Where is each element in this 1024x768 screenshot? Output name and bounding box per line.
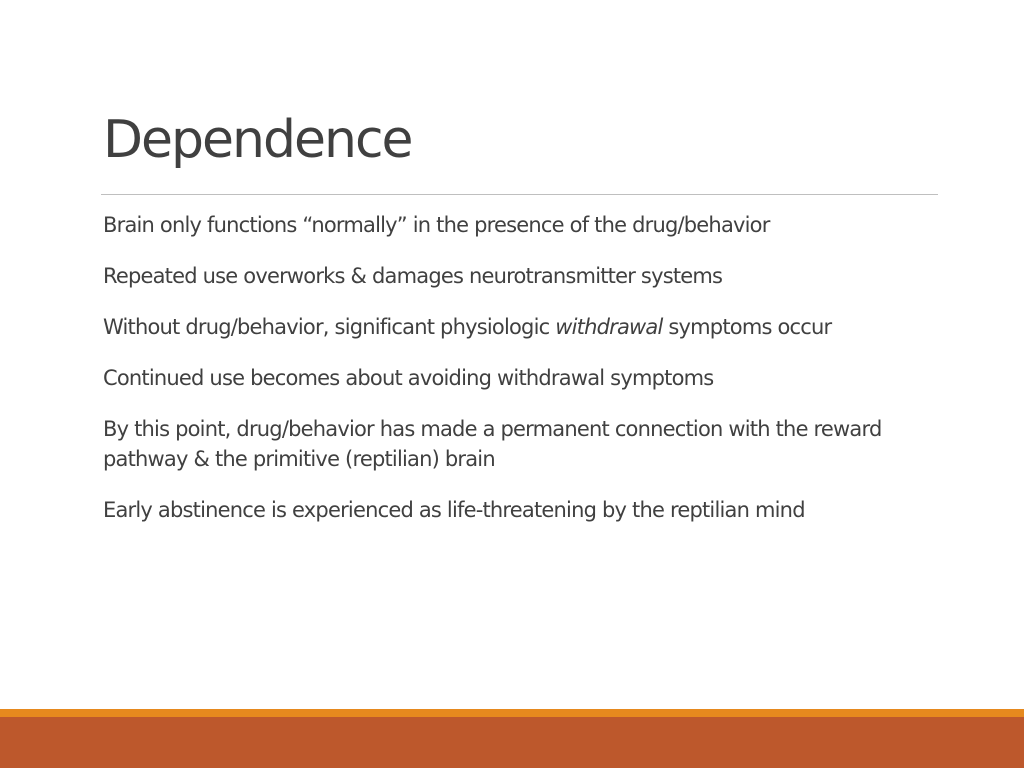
- bullet-item: [103, 495, 933, 525]
- footer-accent-bar: [0, 717, 1024, 768]
- bullet-text: Brain only functions “normally” in the presence of the drug/behavior: [103, 213, 770, 237]
- bullet-text: Without drug/behavior, significant physiologic: [103, 315, 556, 339]
- bullet-text: Continued use becomes about avoiding withdrawal symptoms: [103, 366, 714, 390]
- bullet-emphasis: withdrawal: [555, 315, 663, 339]
- bullet-item: [103, 261, 933, 291]
- bullet-text: Repeated use overworks & damages neurotransmitter systems: [103, 264, 723, 288]
- bullet-text: symptoms occur: [662, 315, 832, 339]
- bullet-list: [103, 210, 933, 546]
- footer-accent-stripe: [0, 709, 1024, 717]
- slide-title: Dependence: [103, 110, 412, 170]
- bullet-item: [103, 363, 933, 393]
- bullet-text: By this point, drug/behavior has made a permanent connection with the reward pathway & the primitive (reptilian) brain: [103, 417, 882, 471]
- title-divider: [101, 194, 938, 195]
- bullet-item: [103, 210, 933, 240]
- bullet-text: Early abstinence is experienced as life-threatening by the reptilian mind: [103, 498, 805, 522]
- bullet-item: [103, 414, 903, 474]
- bullet-item: [103, 312, 903, 342]
